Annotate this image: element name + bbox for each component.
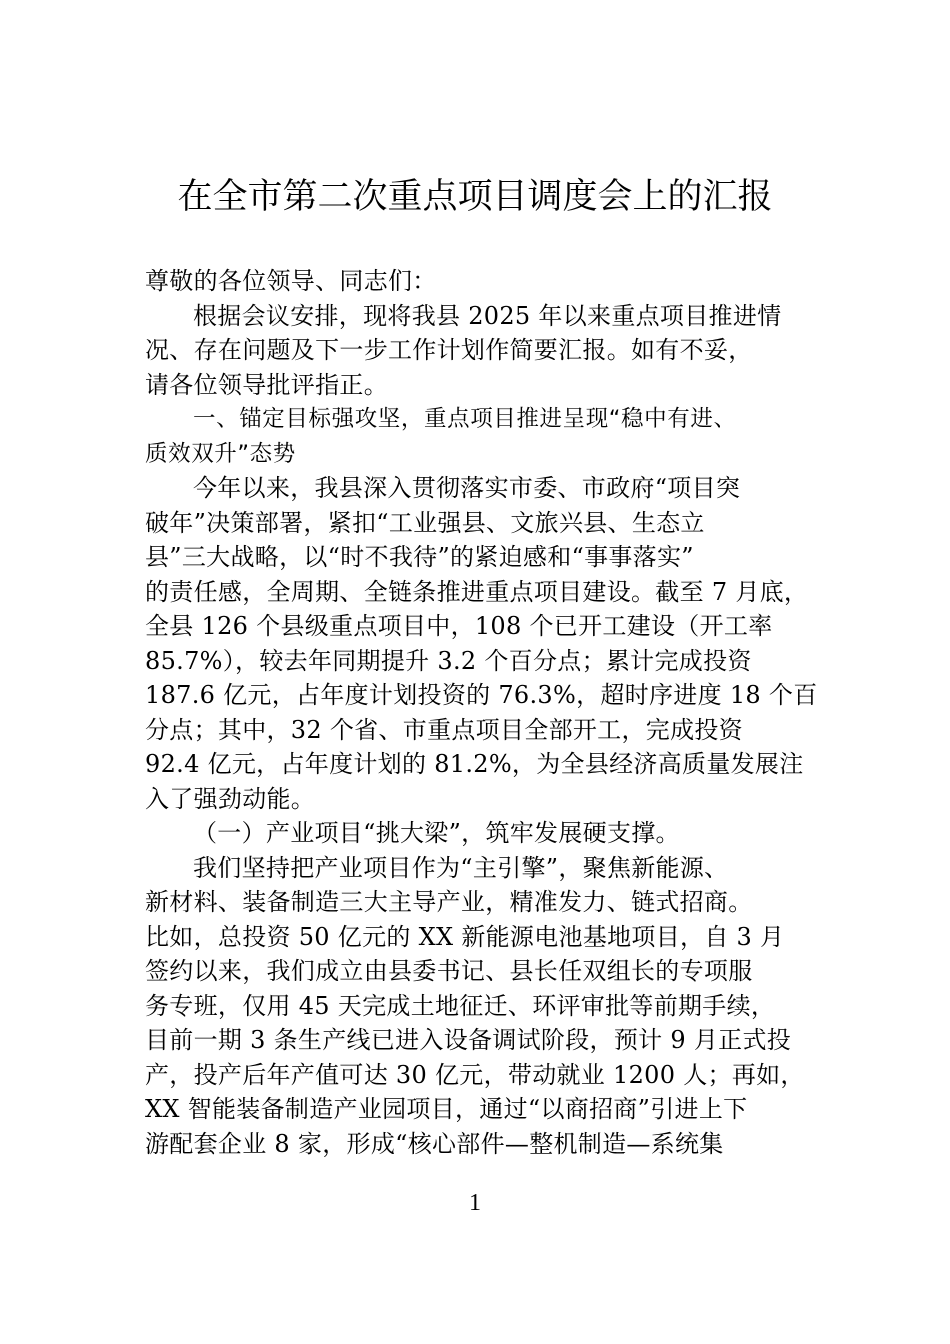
document-title: 在全市第二次重点项目调度会上的汇报 [177, 177, 773, 217]
paragraph-line: 85.7%），较去年同期提升 3.2 个百分点；累计完成投资 [145, 646, 752, 675]
paragraph-line: 务专班，仅用 45 天完成土地征迁、环评审批等前期手续， [145, 991, 776, 1020]
salutation: 尊敬的各位领导、同志们： [145, 267, 437, 295]
paragraph-line: 入了强劲动能。 [145, 784, 316, 813]
paragraph-line: 请各位领导批评指正。 [145, 370, 388, 399]
paragraph-line: 签约以来，我们成立由县委书记、县长任双组长的专项服 [145, 957, 753, 985]
paragraph-line: 187.6 亿元，占年度计划投资的 76.3%，超时序进度 18 个百 [145, 681, 818, 709]
paragraph-line: 产，投产后年产值可达 30 亿元，带动就业 1200 人；再如， [145, 1060, 805, 1089]
paragraph-line: 比如，总投资 50 亿元的 XX 新能源电池基地项目，自 3 月 [145, 922, 785, 951]
paragraph-line: 根据会议安排，现将我县 2025 年以来重点项目推进情 [193, 301, 782, 330]
paragraph-line: 92.4 亿元，占年度计划的 81.2%，为全县经济高质量发展注 [145, 750, 804, 778]
document-body [145, 264, 835, 1161]
paragraph-line: 县”三大战略，以“时不我待”的紧迫感和“事事落实” [145, 543, 694, 571]
paragraph-line: 新材料、装备制造三大主导产业，精准发力、链式招商。 [145, 888, 753, 916]
paragraph-line: 的责任感，全周期、全链条推进重点项目建设。截至 7 月底， [145, 577, 809, 606]
paragraph-line: 今年以来，我县深入贯彻落实市委、市政府“项目突 [193, 474, 741, 502]
paragraph-line: 全县 126 个县级重点项目中，108 个已开工建设（开工率 [145, 612, 773, 640]
paragraph-line: 分点；其中，32 个省、市重点项目全部开工，完成投资 [145, 715, 743, 744]
section-heading: 质效双升”态势 [145, 440, 296, 467]
paragraph-line: 游配套企业 8 家，形成“核心部件—整机制造—系统集 [145, 1129, 724, 1158]
section-heading: 一、锚定目标强攻坚，重点项目推进呈现“稳中有进、 [193, 406, 737, 432]
paragraph-line: 我们坚持把产业项目作为“主引擎”，聚焦新能源、 [193, 853, 729, 882]
paragraph-line: 况、存在问题及下一步工作计划作简要汇报。如有不妥， [145, 336, 753, 364]
paragraph-line: 目前一期 3 条生产线已进入设备调试阶段，预计 9 月正式投 [145, 1026, 792, 1054]
paragraph-line: XX 智能装备制造产业园项目，通过“以商招商”引进上下 [145, 1095, 748, 1123]
page-number: 1 [469, 1190, 481, 1216]
paragraph-line: 破年”决策部署，紧扣“工业强县、文旅兴县、生态立 [145, 508, 705, 537]
subsection-heading: （一）产业项目“挑大梁”，筑牢发展硬支撑。 [193, 819, 680, 847]
